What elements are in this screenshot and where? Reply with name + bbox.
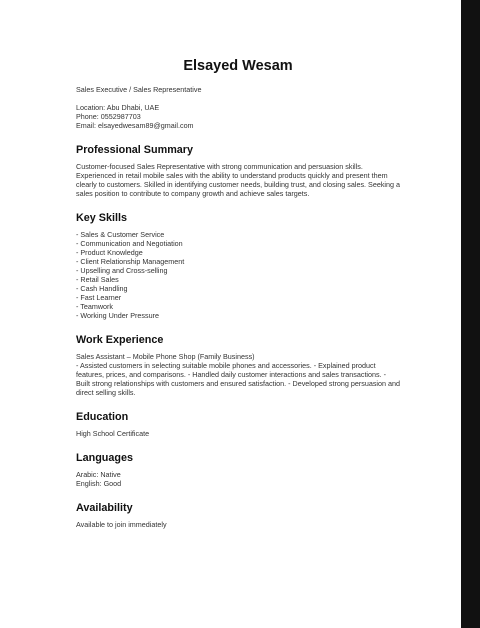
languages-title: Languages	[76, 452, 133, 464]
experience-details: - Assisted customers in selecting suitable mobile phones and accessories. - Explained product features, prices, and comparisons. - Handled daily customer interactions and sales transactions. - Built strong relationships with customers and ensured satisfaction. - Developed strong persuasion and direct selling skills.	[76, 361, 401, 397]
page-edge-divider	[461, 0, 480, 628]
skill-item: - Retail Sales	[76, 275, 119, 284]
summary-text: Customer-focused Sales Representative with strong communication and persuasion skills. Experienced in retail mobile sales with the ability to understand products quickly and present them clearly to customers. Skilled in identifying customer needs, building trust, and closing sales. Seeking a sales position to contribute to company growth and achieve sales targets.	[76, 162, 401, 198]
summary-section	[76, 144, 400, 198]
availability-text: Available to join immediately	[76, 520, 167, 529]
skill-item: - Communication and Negotiation	[76, 239, 183, 248]
experience-role: Sales Assistant – Mobile Phone Shop (Family Business)	[76, 352, 255, 361]
availability-section	[76, 502, 400, 529]
education-section	[76, 411, 400, 438]
skill-item: - Upselling and Cross-selling	[76, 266, 168, 275]
skills-title: Key Skills	[76, 212, 128, 224]
skill-item: - Fast Learner	[76, 293, 122, 302]
skill-item: - Sales & Customer Service	[76, 230, 165, 239]
language-item: Arabic: Native	[76, 470, 121, 479]
skill-item: - Teamwork	[76, 302, 114, 311]
education-title: Education	[76, 411, 129, 423]
language-item: English: Good	[76, 479, 122, 488]
summary-title: Professional Summary	[76, 144, 194, 156]
availability-title: Availability	[76, 502, 133, 514]
contact-email: Email: elsayedwesam89@gmail.com	[76, 121, 194, 130]
skill-item: - Client Relationship Management	[76, 257, 185, 266]
skill-item: - Working Under Pressure	[76, 311, 159, 320]
skills-list	[76, 230, 400, 320]
contact-block	[76, 103, 400, 130]
skill-item: - Cash Handling	[76, 284, 128, 293]
resume-headline: Sales Executive / Sales Representative	[76, 85, 202, 94]
experience-section	[76, 334, 400, 397]
contact-location: Location: Abu Dhabi, UAE	[76, 103, 160, 112]
education-text: High School Certificate	[76, 429, 150, 438]
experience-title: Work Experience	[76, 334, 164, 346]
languages-section	[76, 452, 400, 488]
skill-item: - Product Knowledge	[76, 248, 143, 257]
contact-phone: Phone: 0552987703	[76, 112, 141, 121]
resume-name: Elsayed Wesam	[183, 58, 293, 74]
resume-content	[76, 56, 400, 529]
skills-section	[76, 212, 400, 320]
